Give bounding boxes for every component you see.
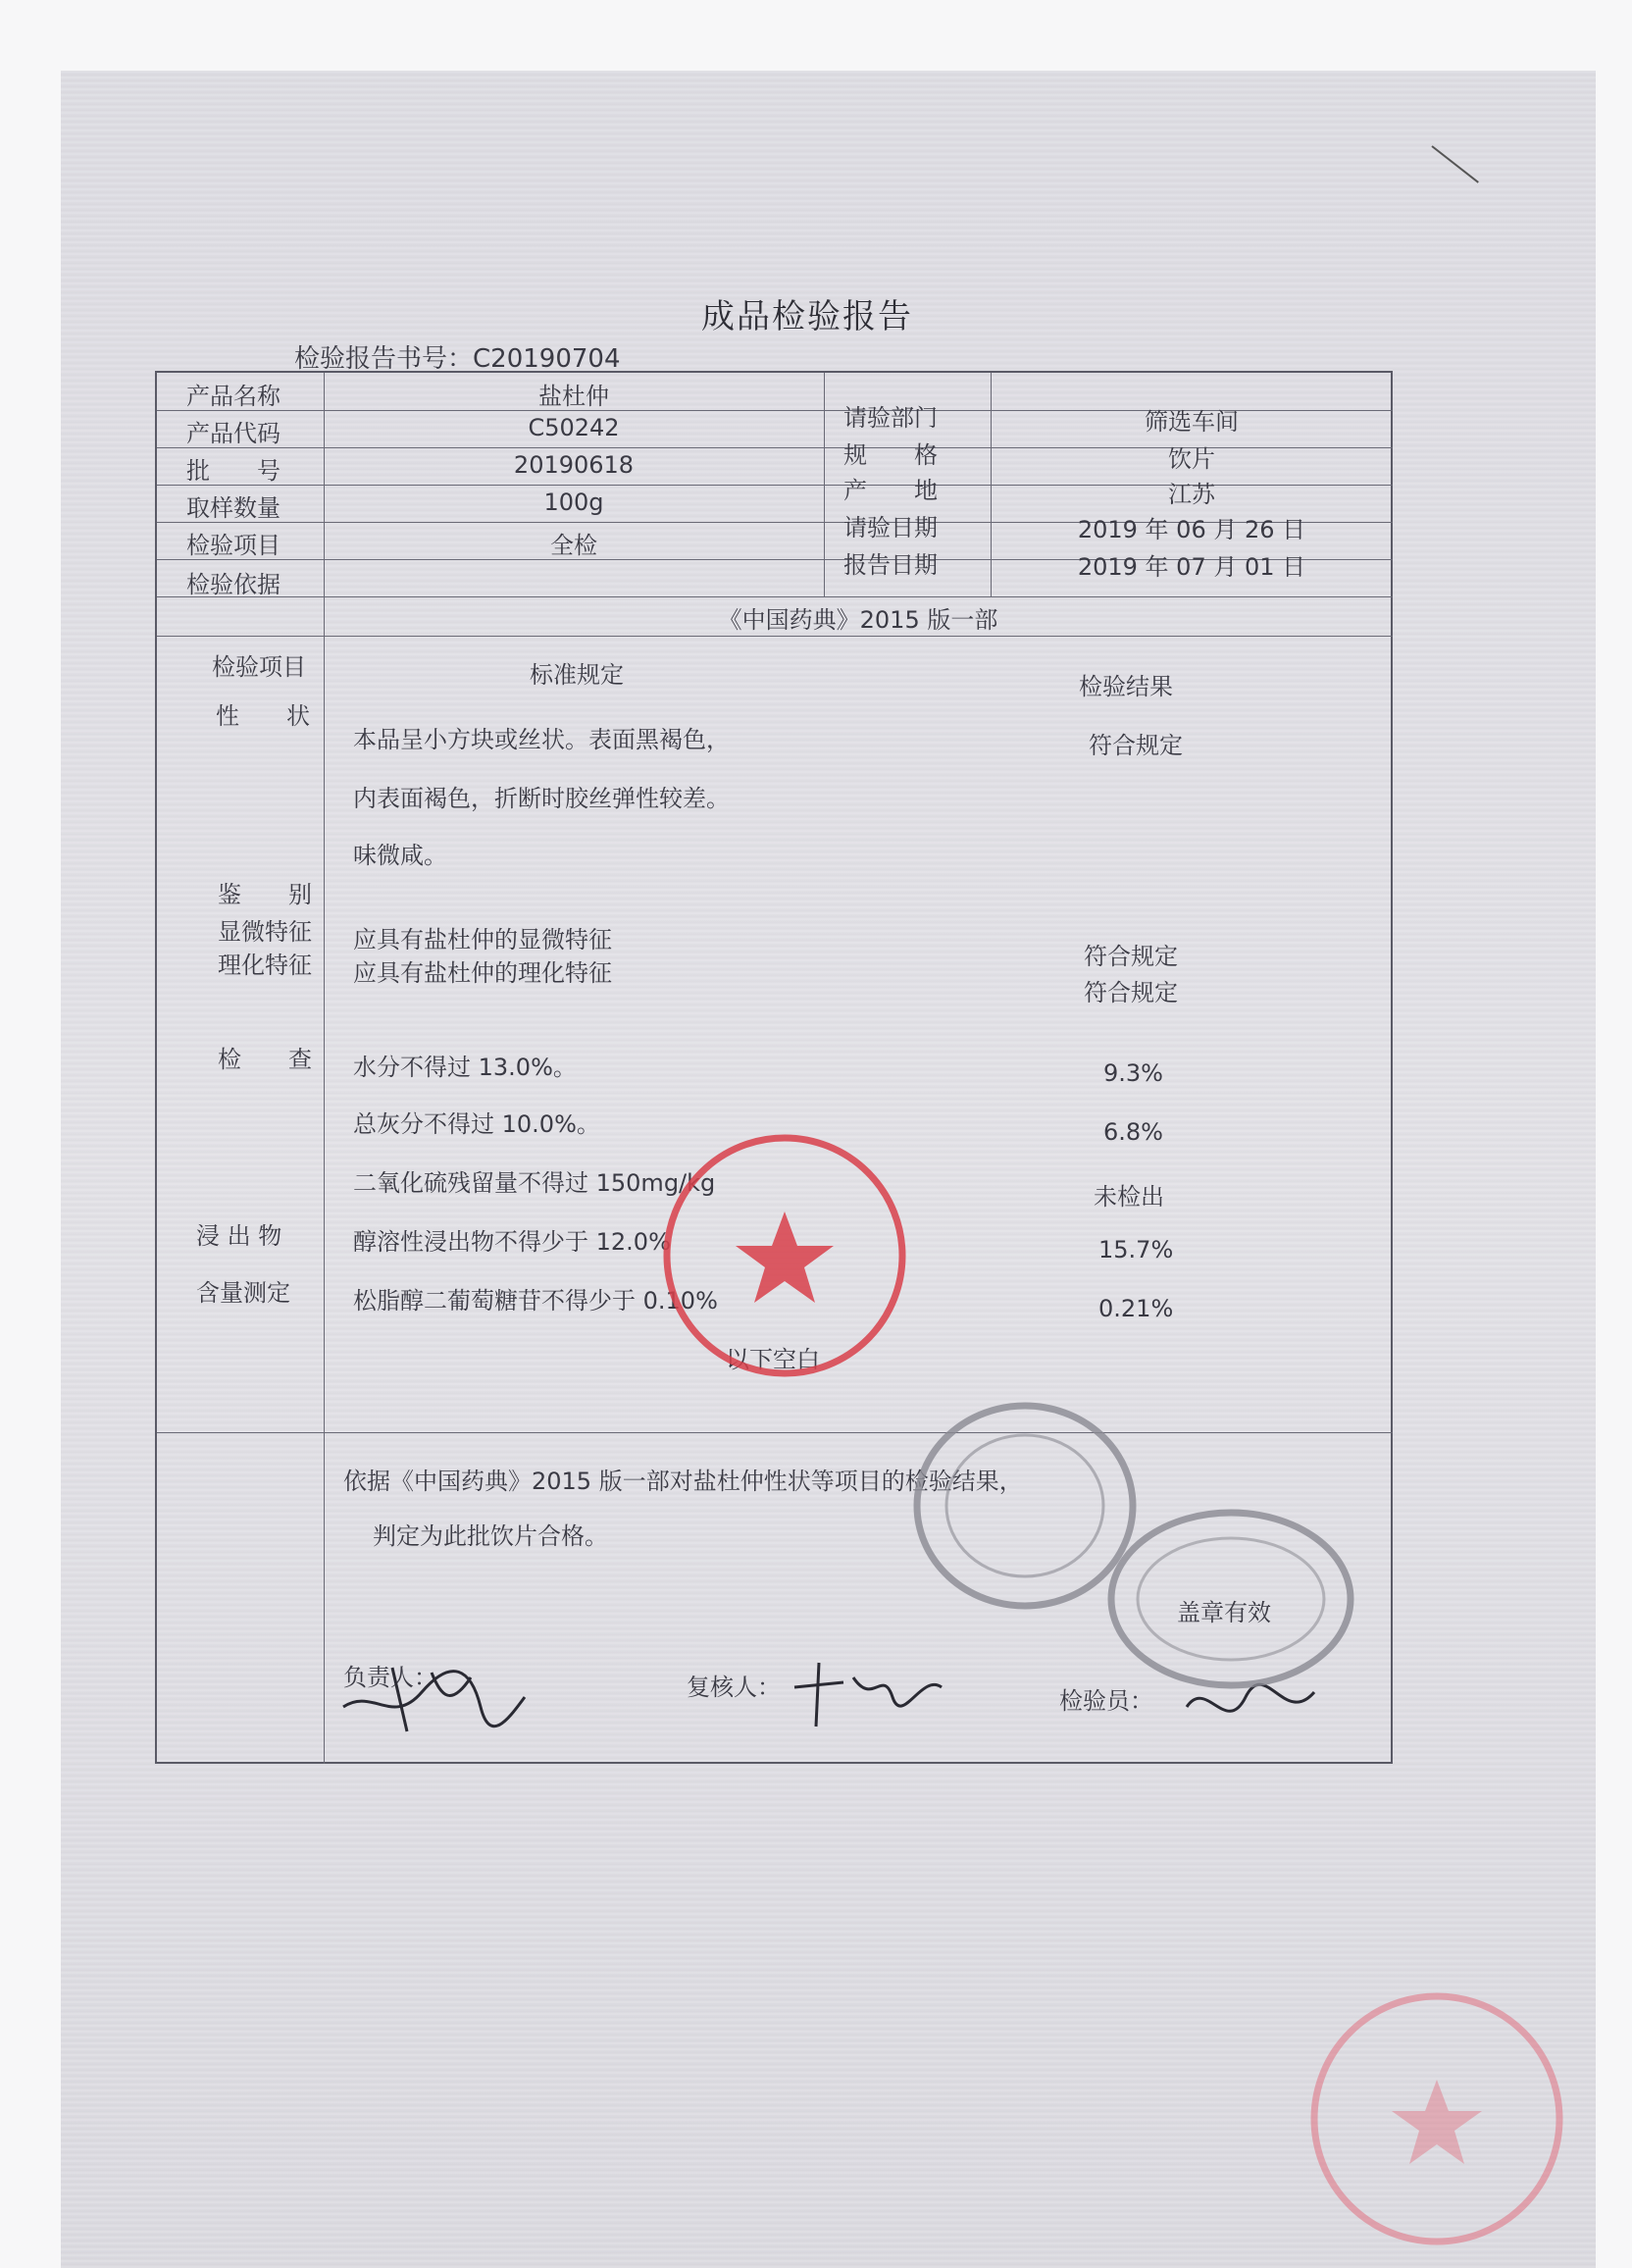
header-test-item: 检验项目 [212,653,306,681]
conclusion-line-2: 判定为此批饮片合格。 [373,1522,608,1550]
value-report-date: 2019 年 07 月 01 日 [1077,553,1306,581]
seal-valid-note: 盖章有效 [1177,1599,1271,1626]
report-number: 检验报告书号：C20190704 [294,344,621,374]
value-test-basis: 《中国药典》2015 版一部 [718,606,998,634]
label-origin: 产 地 [843,477,938,504]
value-product-name: 盐杜仲 [538,383,609,410]
reviewer-label: 复核人： [687,1674,781,1701]
standard-character-1: 本品呈小方块或丝状。表面黑褐色， [353,726,730,753]
label-request-dept: 请验部门 [843,404,938,432]
column-divider [824,373,825,596]
responsible-signature [333,1638,530,1746]
result-character: 符合规定 [1089,732,1183,759]
label-spec: 规 格 [843,441,938,469]
standard-character-2: 内表面褐色，折断时胶丝弹性较差。 [353,785,730,812]
standard-moisture: 水分不得过 13.0%。 [353,1054,577,1081]
standard-character-3: 味微咸。 [353,842,447,869]
responsible-label: 负责人： [343,1664,437,1691]
result-physicochemical: 符合规定 [1084,979,1178,1006]
column-divider [324,373,325,1764]
inspection-seal-stamp [1103,1501,1358,1697]
result-extract: 15.7% [1098,1236,1174,1263]
row-divider [157,636,1393,637]
row-divider [157,1432,1393,1433]
label-product-code: 产品代码 [186,420,280,447]
faded-red-seal-stamp [1290,1982,1584,2256]
section-inspection: 检 查 [218,1046,312,1073]
value-product-code: C50242 [528,414,620,441]
standard-so2: 二氧化硫残留量不得过 150mg/kg [353,1169,716,1197]
value-batch-no: 20190618 [513,451,635,479]
result-assay: 0.21% [1098,1295,1174,1322]
label-report-date: 报告日期 [843,551,938,579]
result-ash: 6.8% [1103,1118,1163,1146]
value-test-items: 全检 [550,532,597,559]
label-request-date: 请验日期 [843,514,938,541]
inspector-label: 检验员： [1059,1687,1153,1715]
label-test-items: 检验项目 [186,532,280,559]
standard-ash: 总灰分不得过 10.0%。 [353,1110,600,1138]
reviewer-signature [785,1648,951,1736]
result-microscopic: 符合规定 [1084,943,1178,970]
value-spec: 饮片 [1168,445,1215,473]
label-sample-qty: 取样数量 [186,494,280,522]
value-sample-qty: 100g [543,489,604,516]
value-request-date: 2019 年 06 月 26 日 [1077,516,1306,543]
conclusion-line-1: 依据《中国药典》2015 版一部对盐杜仲性状等项目的检验结果， [343,1468,1023,1495]
result-moisture: 9.3% [1103,1059,1163,1087]
section-identification: 鉴 别 [218,881,312,908]
header-result: 检验结果 [1079,673,1173,700]
red-seal-stamp [647,1118,922,1393]
section-microscopic: 显微特征 [218,918,312,946]
header-standard: 标准规定 [530,661,624,689]
result-so2: 未检出 [1094,1183,1164,1211]
value-request-dept: 筛选车间 [1145,408,1239,436]
label-product-name: 产品名称 [186,383,280,410]
standard-physicochemical: 应具有盐杜仲的理化特征 [353,959,612,987]
section-physicochemical: 理化特征 [218,952,312,979]
label-test-basis: 检验依据 [186,571,280,598]
section-assay: 含量测定 [196,1279,290,1307]
report-title: 成品检验报告 [701,297,913,336]
row-divider [157,596,1393,597]
label-batch-no: 批 号 [186,457,280,485]
value-origin: 江苏 [1168,481,1215,508]
standard-assay: 松脂醇二葡萄糖苷不得少于 0.10% [353,1287,718,1314]
section-extract: 浸 出 物 [196,1222,282,1250]
standard-extract: 醇溶性浸出物不得少于 12.0% [353,1228,671,1256]
section-character: 性 状 [216,702,310,730]
standard-microscopic: 应具有盐杜仲的显微特征 [353,926,612,954]
blank-below: 以下空白 [726,1346,820,1373]
